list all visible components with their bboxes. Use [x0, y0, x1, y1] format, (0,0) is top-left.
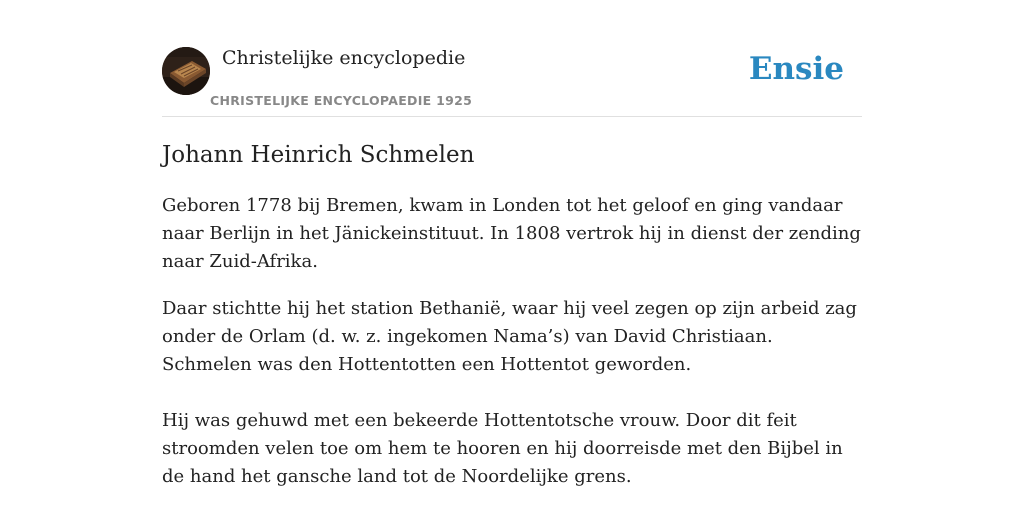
page-container — [162, 0, 862, 487]
book-header — [162, 0, 862, 117]
entry-paragraph: Daar stichtte hij het station Bethanië, waar hij veel zegen op zijn arbeid zag onder de Orlam (d. w. z. ingekomen Nama’s) van David Christiaan. Schmelen was den Hottentotten een Hottentot geworden. — [162, 298, 857, 375]
book-subtitle: CHRISTELIJKE ENCYCLOPAEDIE 1925 — [210, 93, 473, 108]
book-cover-icon[interactable] — [162, 47, 210, 95]
brand-logo[interactable]: Ensie — [748, 51, 844, 87]
entry-paragraph: Hij was gehuwd met een bekeerde Hottentotsche vrouw. Door dit feit stroomden velen toe om hem te hooren en hij doorreisde met den Bijbel in de hand het gansche land tot de Noordelijke grens. — [162, 410, 843, 487]
book-title[interactable]: Christelijke encyclopedie — [222, 47, 466, 69]
entry-title: Johann Heinrich Schmelen — [162, 142, 475, 168]
entry-paragraph: Geboren 1778 bij Bremen, kwam in Londen tot het geloof en ging vandaar naar Berlijn in het Jänickeinstituut. In 1808 vertrok hij in dienst der zending naar Zuid-Afrika. — [162, 195, 861, 272]
